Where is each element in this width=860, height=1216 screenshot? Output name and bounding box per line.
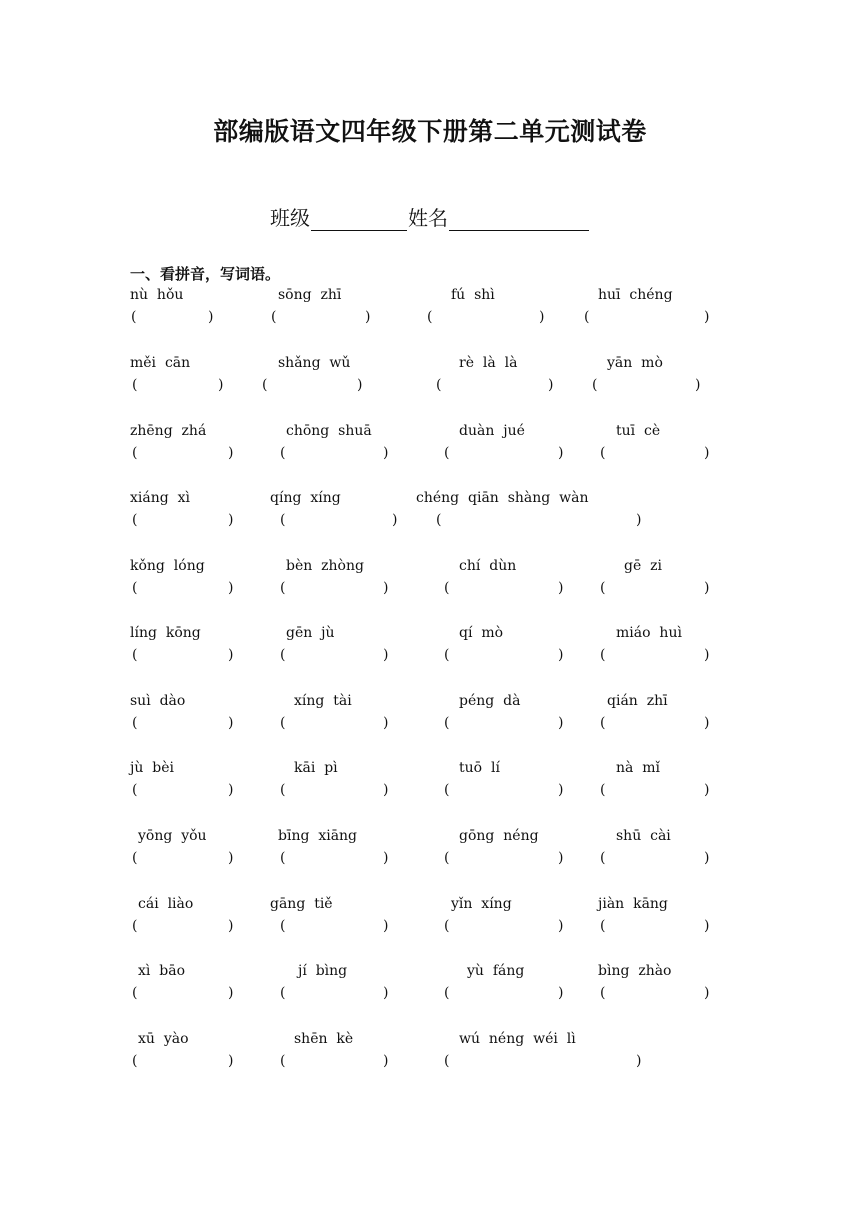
answer-bracket-close: ) [228, 918, 234, 934]
answer-bracket-open: ( [592, 377, 598, 393]
answer-bracket-close: ) [228, 512, 234, 528]
answer-blank[interactable] [281, 309, 363, 327]
answer-bracket-close: ) [383, 580, 389, 596]
pinyin-prompt: qíng xíng [270, 490, 341, 506]
pinyin-prompt: wú néng wéi lì [459, 1031, 576, 1047]
pinyin-prompt: yǐn xíng [451, 896, 512, 912]
answer-blank[interactable] [290, 985, 381, 1003]
exercise-row [0, 625, 860, 669]
answer-bracket-open: ( [132, 985, 138, 1001]
answer-bracket-open: ( [132, 445, 138, 461]
answer-bracket-open: ( [280, 512, 286, 528]
answer-bracket-close: ) [218, 377, 224, 393]
pinyin-prompt: duàn jué [459, 423, 525, 439]
answer-bracket-open: ( [584, 309, 590, 325]
answer-blank[interactable] [142, 715, 226, 733]
pinyin-prompt: huī chéng [598, 287, 673, 303]
answer-bracket-close: ) [704, 647, 710, 663]
answer-bracket-close: ) [704, 715, 710, 731]
answer-blank[interactable] [454, 647, 556, 665]
answer-bracket-open: ( [132, 918, 138, 934]
answer-blank[interactable] [454, 715, 556, 733]
pinyin-prompt: cái liào [138, 896, 194, 912]
answer-blank[interactable] [290, 782, 381, 800]
answer-bracket-open: ( [600, 445, 606, 461]
pinyin-prompt: gē zi [624, 558, 663, 574]
answer-blank[interactable] [454, 445, 556, 463]
pinyin-prompt: shū cài [616, 828, 671, 844]
answer-bracket-close: ) [636, 1053, 642, 1069]
pinyin-prompt: jù bèi [130, 760, 174, 776]
pinyin-prompt: měi cān [130, 355, 191, 371]
student-info [0, 202, 860, 231]
pinyin-prompt: rè là là [459, 355, 518, 371]
answer-blank[interactable] [454, 918, 556, 936]
answer-blank[interactable] [142, 918, 226, 936]
answer-blank[interactable] [290, 647, 381, 665]
answer-blank[interactable] [142, 377, 216, 395]
answer-blank[interactable] [272, 377, 355, 395]
pinyin-prompt: chéng qiān shàng wàn [416, 490, 589, 506]
answer-blank[interactable] [610, 647, 702, 665]
answer-bracket-open: ( [444, 715, 450, 731]
answer-bracket-close: ) [365, 309, 371, 325]
answer-bracket-open: ( [280, 782, 286, 798]
pinyin-prompt: jiàn kāng [598, 896, 668, 912]
pinyin-prompt: líng kōng [130, 625, 201, 641]
pinyin-prompt: xì bāo [138, 963, 186, 979]
answer-blank[interactable] [454, 985, 556, 1003]
pinyin-prompt: péng dà [459, 693, 521, 709]
answer-blank[interactable] [290, 715, 381, 733]
pinyin-prompt: xíng tài [294, 693, 352, 709]
answer-blank[interactable] [290, 445, 381, 463]
answer-bracket-close: ) [228, 445, 234, 461]
answer-blank[interactable] [142, 782, 226, 800]
answer-bracket-open: ( [131, 309, 137, 325]
answer-bracket-close: ) [383, 647, 389, 663]
pinyin-prompt: chí dùn [459, 558, 517, 574]
answer-blank[interactable] [594, 309, 702, 327]
answer-blank[interactable] [290, 512, 390, 530]
pinyin-prompt: shǎng wǔ [278, 355, 351, 371]
answer-blank[interactable] [602, 377, 693, 395]
answer-blank[interactable] [446, 512, 634, 530]
answer-bracket-open: ( [444, 918, 450, 934]
answer-bracket-open: ( [132, 512, 138, 528]
answer-bracket-close: ) [228, 985, 234, 1001]
exercise-row [0, 558, 860, 602]
answer-blank[interactable] [142, 985, 226, 1003]
pinyin-prompt: miáo huì [616, 625, 682, 641]
answer-bracket-open: ( [427, 309, 433, 325]
exercise-row [0, 828, 860, 872]
answer-bracket-close: ) [636, 512, 642, 528]
answer-bracket-open: ( [600, 647, 606, 663]
answer-bracket-close: ) [357, 377, 363, 393]
pinyin-prompt: xiáng xì [130, 490, 190, 506]
answer-blank[interactable] [290, 1053, 381, 1071]
pinyin-prompt: fú shì [451, 287, 495, 303]
answer-bracket-close: ) [558, 918, 564, 934]
pinyin-prompt: tuō lí [459, 760, 500, 776]
answer-bracket-close: ) [228, 647, 234, 663]
answer-bracket-close: ) [704, 782, 710, 798]
exercise-row [0, 423, 860, 467]
answer-bracket-close: ) [558, 782, 564, 798]
pinyin-prompt: kāi pì [294, 760, 338, 776]
name-label: 姓名 [408, 206, 448, 230]
class-label: 班级 [270, 206, 310, 230]
answer-bracket-close: ) [558, 715, 564, 731]
page-title: 部编版语文四年级下册第二单元测试卷 [213, 117, 647, 146]
answer-bracket-open: ( [262, 377, 268, 393]
answer-bracket-close: ) [539, 309, 545, 325]
pinyin-prompt: bìng zhào [598, 963, 672, 979]
answer-bracket-close: ) [208, 309, 214, 325]
answer-bracket-open: ( [132, 782, 138, 798]
answer-bracket-open: ( [444, 445, 450, 461]
exercise-row [0, 896, 860, 940]
answer-blank[interactable] [290, 580, 381, 598]
section-heading: 一、看拼音，写词语。 [130, 265, 281, 283]
answer-bracket-close: ) [383, 782, 389, 798]
answer-bracket-open: ( [280, 647, 286, 663]
answer-bracket-open: ( [132, 647, 138, 663]
answer-bracket-close: ) [383, 715, 389, 731]
answer-bracket-close: ) [704, 445, 710, 461]
answer-bracket-open: ( [600, 715, 606, 731]
exercise-row [0, 287, 860, 331]
answer-bracket-open: ( [444, 985, 450, 1001]
pinyin-prompt: bīng xiāng [278, 828, 358, 844]
answer-blank[interactable] [142, 445, 226, 463]
answer-blank[interactable] [610, 445, 702, 463]
answer-bracket-open: ( [280, 445, 286, 461]
answer-bracket-close: ) [704, 309, 710, 325]
answer-bracket-close: ) [704, 918, 710, 934]
pinyin-prompt: suì dào [130, 693, 186, 709]
answer-bracket-close: ) [383, 850, 389, 866]
pinyin-prompt: bèn zhòng [286, 558, 364, 574]
pinyin-prompt: yān mò [607, 355, 663, 371]
answer-blank[interactable] [142, 850, 226, 868]
answer-bracket-close: ) [383, 1053, 389, 1069]
answer-bracket-open: ( [600, 850, 606, 866]
answer-blank[interactable] [610, 985, 702, 1003]
answer-bracket-open: ( [280, 985, 286, 1001]
answer-bracket-open: ( [132, 1053, 138, 1069]
pinyin-prompt: tuī cè [616, 423, 661, 439]
pinyin-prompt: zhēng zhá [130, 423, 207, 439]
answer-bracket-open: ( [444, 1053, 450, 1069]
exercise-row [0, 963, 860, 1007]
answer-blank[interactable] [290, 850, 381, 868]
answer-bracket-open: ( [271, 309, 277, 325]
exercise-row [0, 490, 860, 534]
answer-bracket-open: ( [600, 782, 606, 798]
answer-blank[interactable] [610, 918, 702, 936]
answer-bracket-open: ( [600, 985, 606, 1001]
answer-bracket-close: ) [558, 850, 564, 866]
pinyin-prompt: xū yào [138, 1031, 189, 1047]
exercise-row [0, 1031, 860, 1075]
answer-bracket-close: ) [228, 580, 234, 596]
name-blank[interactable] [449, 208, 589, 231]
pinyin-prompt: nà mǐ [616, 760, 661, 776]
pinyin-prompt: kǒng lóng [130, 558, 205, 574]
pinyin-prompt: nù hǒu [130, 287, 184, 303]
answer-bracket-open: ( [132, 377, 138, 393]
answer-bracket-close: ) [704, 580, 710, 596]
answer-bracket-close: ) [228, 715, 234, 731]
answer-blank[interactable] [454, 850, 556, 868]
class-blank[interactable] [311, 208, 407, 231]
answer-bracket-close: ) [704, 850, 710, 866]
answer-blank[interactable] [610, 715, 702, 733]
pinyin-prompt: yōng yǒu [138, 828, 207, 844]
exercise-row [0, 355, 860, 399]
answer-blank[interactable] [142, 512, 226, 530]
answer-blank[interactable] [142, 1053, 226, 1071]
exercise-row [0, 693, 860, 737]
answer-blank[interactable] [437, 309, 537, 327]
answer-bracket-close: ) [383, 985, 389, 1001]
answer-bracket-close: ) [558, 647, 564, 663]
answer-bracket-open: ( [132, 715, 138, 731]
answer-blank[interactable] [610, 782, 702, 800]
answer-bracket-close: ) [695, 377, 701, 393]
answer-bracket-close: ) [228, 850, 234, 866]
answer-blank[interactable] [142, 580, 226, 598]
pinyin-prompt: jí bìng [298, 963, 348, 979]
answer-blank[interactable] [610, 580, 702, 598]
answer-blank[interactable] [454, 1053, 634, 1071]
answer-bracket-open: ( [444, 580, 450, 596]
answer-bracket-open: ( [280, 850, 286, 866]
answer-blank[interactable] [454, 782, 556, 800]
answer-bracket-open: ( [280, 580, 286, 596]
answer-bracket-close: ) [228, 1053, 234, 1069]
pinyin-prompt: gēn jù [286, 625, 335, 641]
answer-bracket-close: ) [228, 782, 234, 798]
answer-bracket-open: ( [444, 647, 450, 663]
answer-bracket-open: ( [132, 580, 138, 596]
answer-bracket-open: ( [436, 512, 442, 528]
answer-bracket-open: ( [132, 850, 138, 866]
pinyin-prompt: gōng néng [459, 828, 539, 844]
pinyin-prompt: gāng tiě [270, 896, 333, 912]
pinyin-prompt: sōng zhī [278, 287, 342, 303]
answer-blank[interactable] [454, 580, 556, 598]
answer-bracket-open: ( [280, 1053, 286, 1069]
answer-bracket-open: ( [436, 377, 442, 393]
exercise-row [0, 760, 860, 804]
answer-blank[interactable] [290, 918, 381, 936]
answer-bracket-open: ( [280, 715, 286, 731]
answer-blank[interactable] [610, 850, 702, 868]
answer-bracket-close: ) [558, 445, 564, 461]
pinyin-prompt: shēn kè [294, 1031, 354, 1047]
answer-bracket-open: ( [280, 918, 286, 934]
answer-bracket-close: ) [383, 445, 389, 461]
answer-bracket-close: ) [383, 918, 389, 934]
answer-bracket-close: ) [548, 377, 554, 393]
answer-bracket-open: ( [600, 918, 606, 934]
answer-bracket-open: ( [600, 580, 606, 596]
answer-bracket-open: ( [444, 782, 450, 798]
answer-bracket-close: ) [392, 512, 398, 528]
pinyin-prompt: qí mò [459, 625, 504, 641]
answer-bracket-close: ) [558, 580, 564, 596]
answer-bracket-open: ( [444, 850, 450, 866]
pinyin-prompt: yù fáng [467, 963, 525, 979]
answer-bracket-close: ) [558, 985, 564, 1001]
pinyin-prompt: qián zhī [607, 693, 668, 709]
answer-blank[interactable] [141, 309, 206, 327]
answer-blank[interactable] [446, 377, 546, 395]
answer-blank[interactable] [142, 647, 226, 665]
answer-bracket-close: ) [704, 985, 710, 1001]
pinyin-prompt: chōng shuā [286, 423, 372, 439]
